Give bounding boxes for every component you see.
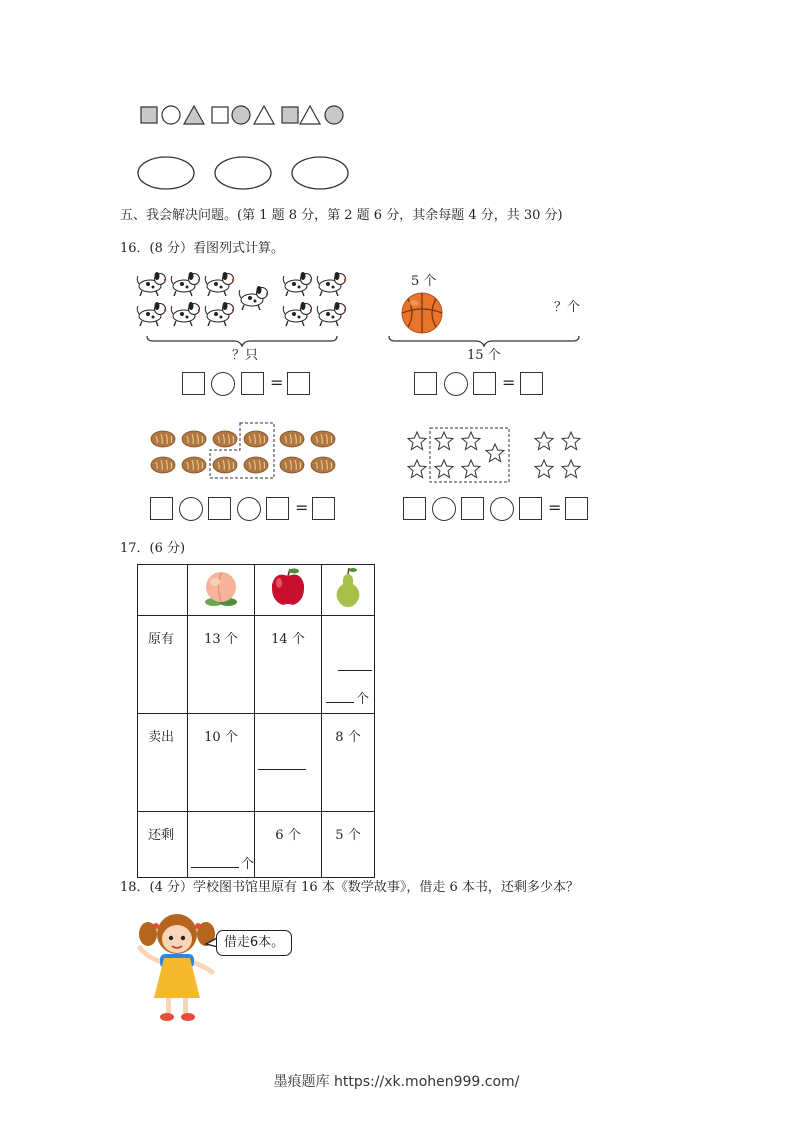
- operator-circle[interactable]: [432, 497, 456, 521]
- dog-icon: [283, 302, 312, 326]
- operator-circle[interactable]: [444, 372, 468, 396]
- white-circle-shape: [162, 106, 180, 124]
- question-16-title: 16．(8 分）看图列式计算。: [120, 241, 285, 256]
- dog-icon: [317, 302, 346, 326]
- pear-icon: [322, 565, 374, 611]
- row-label: 还剩: [148, 828, 175, 843]
- question-17-title: 17．(6 分): [120, 541, 186, 556]
- answer-box[interactable]: [287, 372, 310, 395]
- star-icon: [486, 444, 504, 462]
- apple-header-cell: [255, 565, 322, 616]
- footer-watermark: 墨痕题库 https://xk.mohen999.com/: [273, 1074, 520, 1090]
- answer-oval: [138, 157, 194, 189]
- pear-header-cell: [322, 565, 375, 616]
- operator-circle[interactable]: [179, 497, 203, 521]
- speech-bubble: [216, 930, 292, 956]
- gray-square-shape: [282, 107, 298, 123]
- answer-box[interactable]: [414, 372, 437, 395]
- answer-box[interactable]: [312, 497, 335, 520]
- question-18-title: 18．(4 分）学校图书馆里原有 16 本《数学故事》，借走 6 本书，还剩多少本？: [120, 880, 579, 895]
- basketball-icon: [399, 291, 445, 337]
- peach-sold-value: 10 个: [204, 730, 238, 745]
- dog-icon: [171, 302, 200, 326]
- bread-icon: [151, 457, 175, 473]
- unknown-count-label: ？个: [554, 300, 581, 315]
- bread-icon: [244, 431, 268, 447]
- balls-brace: [387, 334, 581, 348]
- table-corner-cell: [138, 565, 188, 616]
- apple-left-value: 6 个: [275, 828, 301, 843]
- row-label-cell: [138, 714, 188, 812]
- gray-square-shape: [141, 107, 157, 123]
- equals-sign: =: [502, 373, 516, 392]
- pear-original-cell: [322, 616, 375, 714]
- gray-triangle-shape: [184, 106, 204, 124]
- bread-icon: [311, 431, 335, 447]
- dog-icon: [239, 286, 268, 310]
- stars-picture: [404, 424, 588, 484]
- girl-illustration: [136, 906, 218, 1024]
- peach-original-value: 13 个: [204, 632, 238, 647]
- dogs-picture: [136, 268, 356, 330]
- ball-count-label: 5 个: [411, 274, 437, 289]
- answer-box[interactable]: [520, 372, 543, 395]
- dog-icon: [137, 302, 166, 326]
- answer-box[interactable]: [473, 372, 496, 395]
- bread-icon: [213, 431, 237, 447]
- row-label-cell: [138, 812, 188, 878]
- answer-blank[interactable]: [191, 867, 239, 868]
- bread-picture: [146, 420, 342, 482]
- pear-left-value: 5 个: [335, 828, 361, 843]
- value-cell: [188, 714, 255, 812]
- star-icon: [562, 460, 580, 478]
- star-icon: [435, 460, 453, 478]
- star-icon: [462, 432, 480, 450]
- bread-icon: [280, 457, 304, 473]
- star-icon: [462, 460, 480, 478]
- equals-sign: =: [270, 373, 284, 392]
- star-icon: [408, 460, 426, 478]
- value-cell: [322, 812, 375, 878]
- dogs-question-label: ？只: [232, 348, 259, 363]
- dog-icon: [317, 272, 346, 296]
- bread-icon: [280, 431, 304, 447]
- answer-box[interactable]: [150, 497, 173, 520]
- row-label: 卖出: [148, 730, 175, 745]
- fruit-table: [137, 564, 375, 878]
- answer-box[interactable]: [403, 497, 426, 520]
- answer-box[interactable]: [519, 497, 542, 520]
- dog-icon: [137, 272, 166, 296]
- star-icon: [562, 432, 580, 450]
- row-label: 原有: [148, 632, 175, 647]
- apple-original-value: 14 个: [271, 632, 305, 647]
- bread-icon: [151, 431, 175, 447]
- value-cell: [255, 812, 322, 878]
- answer-box[interactable]: [266, 497, 289, 520]
- answer-ovals: [136, 155, 352, 193]
- bread-icon: [213, 457, 237, 473]
- value-cell: [188, 616, 255, 714]
- operator-circle[interactable]: [237, 497, 261, 521]
- gray-circle-shape: [232, 106, 250, 124]
- dog-icon: [171, 272, 200, 296]
- star-icon: [535, 432, 553, 450]
- total-count-label: 15 个: [467, 348, 501, 363]
- pear-sold-value: 8 个: [335, 730, 361, 745]
- white-triangle-shape: [254, 106, 274, 124]
- star-icon: [408, 432, 426, 450]
- answer-blank[interactable]: [338, 670, 372, 671]
- value-cell: [255, 616, 322, 714]
- value-cell: [322, 714, 375, 812]
- answer-oval: [292, 157, 348, 189]
- apple-sold-cell: [255, 714, 322, 812]
- dog-icon: [205, 272, 234, 296]
- answer-box[interactable]: [565, 497, 588, 520]
- bread-icon: [311, 457, 335, 473]
- answer-box[interactable]: [461, 497, 484, 520]
- unit-label: 个: [241, 857, 255, 872]
- star-icon: [535, 460, 553, 478]
- answer-box[interactable]: [241, 372, 264, 395]
- bread-icon: [244, 457, 268, 473]
- answer-oval: [215, 157, 271, 189]
- answer-box[interactable]: [208, 497, 231, 520]
- operator-circle[interactable]: [211, 372, 235, 396]
- bread-icon: [182, 431, 206, 447]
- speech-text: 借走6本。: [223, 935, 285, 950]
- white-square-shape: [212, 107, 228, 123]
- unit-label: 个: [356, 692, 370, 707]
- shape-pattern-row: [138, 103, 348, 127]
- white-triangle-shape: [300, 106, 320, 124]
- bread-icon: [182, 457, 206, 473]
- operator-circle[interactable]: [490, 497, 514, 521]
- answer-blank[interactable]: [258, 769, 306, 770]
- star-icon: [435, 432, 453, 450]
- dog-icon: [283, 272, 312, 296]
- answer-box[interactable]: [182, 372, 205, 395]
- equals-sign: =: [295, 498, 309, 517]
- gray-circle-shape: [325, 106, 343, 124]
- section-heading: 五、我会解决问题。(第 1 题 8 分，第 2 题 6 分，其余每题 4 分，共 30 分): [120, 208, 563, 223]
- peach-header-cell: [188, 565, 255, 616]
- equals-sign: =: [548, 498, 562, 517]
- row-label-cell: [138, 616, 188, 714]
- dogs-brace: [145, 334, 339, 348]
- apple-icon: [255, 565, 321, 611]
- peach-icon: [188, 565, 254, 611]
- peach-left-cell: [188, 812, 255, 878]
- answer-blank[interactable]: [326, 702, 354, 703]
- dog-icon: [205, 302, 234, 326]
